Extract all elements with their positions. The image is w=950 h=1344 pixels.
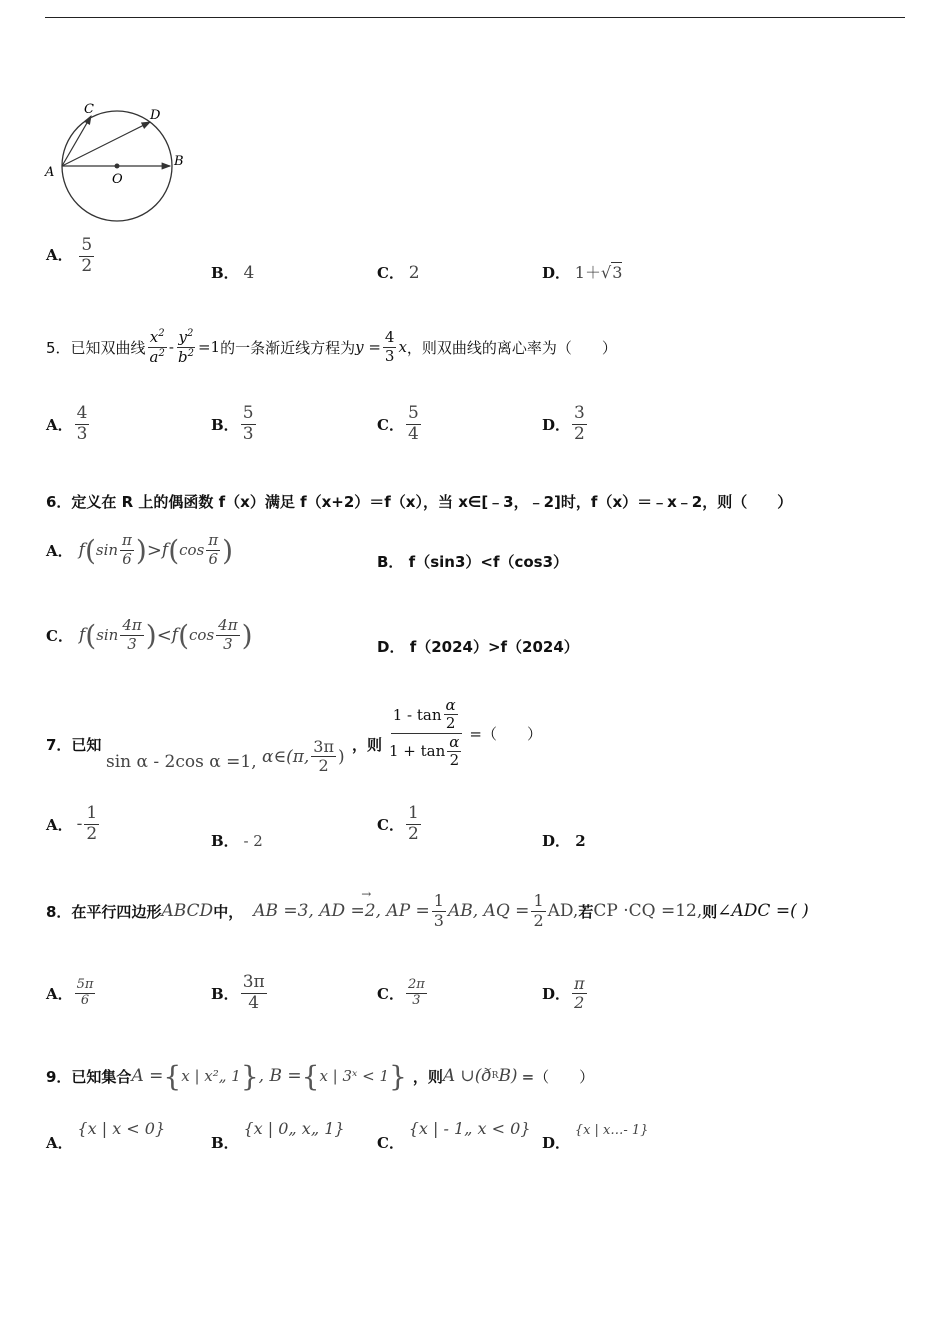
point-d-label: D bbox=[150, 108, 161, 123]
q7-option-c[interactable]: C． $\frac{1}{2}$ bbox=[377, 803, 419, 844]
q9-option-d[interactable]: D． {x | x…- 1} bbox=[542, 1123, 649, 1152]
q7-then: ，则 bbox=[352, 736, 383, 754]
q4-option-b[interactable]: B． 4 bbox=[211, 263, 255, 283]
q9-option-a[interactable]: A． {x | x < 0} bbox=[46, 1119, 166, 1152]
q8-option-b[interactable]: B． $\frac{3\pi}{4}$ bbox=[211, 972, 265, 1013]
q4-option-a[interactable]: A． $\frac{5}{2}$ bbox=[46, 235, 93, 276]
q6-option-d[interactable]: D． f（2024）>f（2024） bbox=[377, 638, 579, 656]
q4-option-d[interactable]: D． 1＋√3 bbox=[542, 263, 623, 282]
q5-option-c[interactable]: C． $\frac{5}{4}$ bbox=[377, 403, 419, 444]
q7-option-a[interactable]: A． - $\frac{1}{2}$ bbox=[46, 803, 98, 844]
q7-fraction: 1 - tan $\frac{\alpha}{2}$ 1 + tan $\frac{\alpha}{2}$ =（ ） bbox=[389, 696, 542, 769]
question-9-stem: 9．已知集合 A = { x | x²„ 1 } , B = { x | 3ˣ < 1 } ，则 A ∪(ð R B) =（ ） bbox=[46, 1059, 595, 1093]
q7-option-b[interactable]: B． - 2 bbox=[211, 832, 263, 850]
q5-option-b[interactable]: B． $\frac{5}{3}$ bbox=[211, 403, 254, 444]
q8-option-d[interactable]: D． $\frac{\pi}{2}$ bbox=[542, 974, 585, 1013]
point-a-label: A bbox=[45, 165, 55, 180]
q7-lead: 7．已知 bbox=[46, 736, 102, 754]
q6-option-b[interactable]: B． f（sin3）<f（cos3） bbox=[377, 553, 569, 571]
q7-option-d[interactable]: D． 2 bbox=[542, 832, 586, 850]
circle-figure bbox=[40, 95, 200, 230]
q6-option-a[interactable]: A． f ( sin $\frac{\pi}{6}$ ) > f ( cos $\frac{\pi}{6}$ ) bbox=[46, 531, 234, 568]
q4-option-c[interactable]: C． 2 bbox=[377, 263, 420, 283]
q7-condition: sin α - 2cos α =1, bbox=[106, 752, 257, 772]
q8-option-a[interactable]: A． $\frac{5\pi}{6}$ bbox=[46, 977, 94, 1008]
q9-option-b[interactable]: B． {x | 0„ x„ 1} bbox=[211, 1119, 345, 1152]
q7-range: α∈(π, $\frac{3\pi}{2}$ ) bbox=[262, 737, 345, 776]
q9-option-c[interactable]: C． {x | - 1„ x < 0} bbox=[377, 1119, 531, 1152]
question-5-stem: 5．已知双曲线 $\frac{x^2}{a^2}$ - $\frac{y^2}{b^2}$ =1 的一条渐近线方程为 y = $\frac{4}{3}$ x ，则双曲线的离心率为（ ） bbox=[46, 328, 617, 366]
q5-option-a[interactable]: A． $\frac{4}{3}$ bbox=[46, 403, 88, 444]
point-c-label: C bbox=[84, 102, 94, 117]
question-6-stem: 6．定义在 R 上的偶函数 f（x）满足 f（x+2）＝f（x），当 x∈[﹣3，﹣2]时，f（x）＝﹣x﹣2，则（ ） bbox=[46, 493, 793, 511]
q6-option-c[interactable]: C． f ( sin $\frac{4\pi}{3}$ ) < f ( cos $\frac{4\pi}{3}$ ) bbox=[46, 616, 253, 653]
header-rule bbox=[45, 17, 905, 18]
question-8-stem: 8．在平行四边形 ABCD 中， → AB =3, AD =2, AP = $\frac{1}{3}$ AB, AQ = $\frac{1}{2}$ AD, 若 CP ·CQ =12, 则 ∠ADC =( ) bbox=[46, 887, 809, 930]
point-b-label: B bbox=[174, 154, 184, 169]
q8-option-c[interactable]: C． $\frac{2\pi}{3}$ bbox=[377, 977, 425, 1008]
q5-option-d[interactable]: D． $\frac{3}{2}$ bbox=[542, 403, 585, 444]
point-o-label: O bbox=[112, 172, 123, 187]
center-dot bbox=[115, 164, 120, 169]
